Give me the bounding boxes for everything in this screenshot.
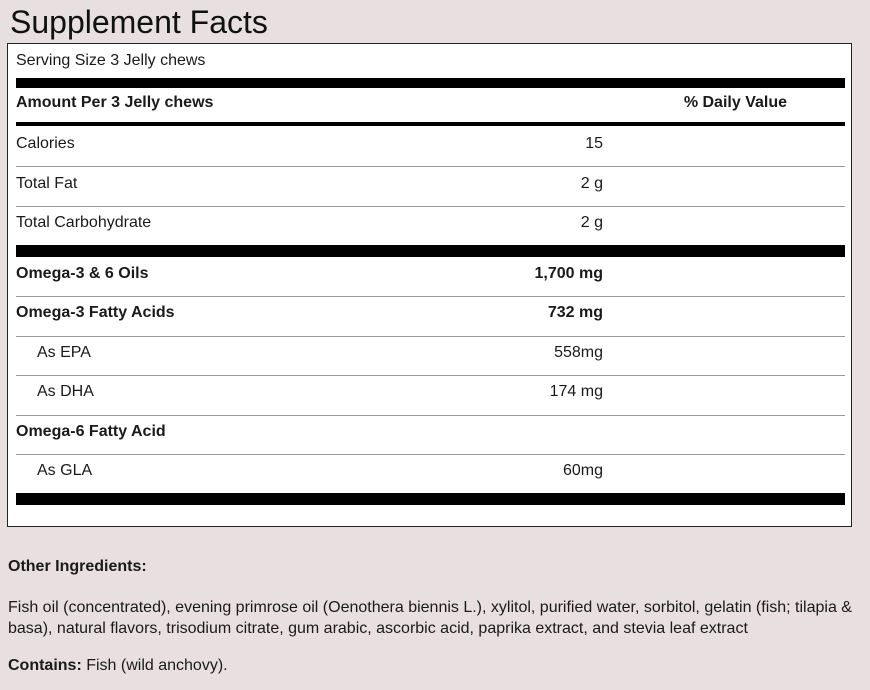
nutrient-amount: 15 [585,135,603,152]
serving-size: Serving Size 3 Jelly chews [16,52,206,69]
nutrient-label: As GLA [37,462,93,479]
contains-statement [8,657,228,675]
nutrient-label: Omega-3 & 6 Oils [16,265,149,282]
nutrient-amount: 2 g [580,175,603,192]
table-row [16,414,845,454]
nutrient-label: As DHA [37,383,94,400]
other-ingredients-heading: Other Ingredients: [8,558,147,575]
table-row [16,335,845,375]
nutrient-amount: 1,700 mg [534,265,603,282]
table-row [16,256,845,296]
daily-value-header: % Daily Value [683,94,787,111]
nutrient-amount: 174 mg [549,383,603,400]
nutrient-label: Omega-6 Fatty Acid [16,423,166,440]
page-title: Supplement Facts [10,4,268,40]
table-row [16,453,845,493]
nutrient-label: As EPA [37,344,91,361]
table-row [16,166,845,206]
nutrient-amount: 558mg [554,344,603,361]
amount-per-header: Amount Per 3 Jelly chews [16,94,214,111]
table-row [16,295,845,335]
nutrient-label: Calories [16,135,75,152]
table-row [16,205,845,245]
nutrient-amount: 2 g [580,214,603,231]
table-row [16,126,845,166]
other-ingredients-text: Fish oil (concentrated), evening primrose oil (Oenothera biennis L.), xylitol, purified water, sorbitol, gelatin (fish; tilapia & basa), natural flavors, trisodium citrate, gum arabic, ascorbic acid, paprika extract, and stevia leaf extract [8,599,852,637]
nutrient-label: Total Fat [16,175,78,192]
nutrient-label: Total Carbohydrate [16,214,152,231]
thick-divider [16,78,845,88]
nutrient-label: Omega-3 Fatty Acids [16,304,175,321]
table-row [16,374,845,414]
contains-text: Fish (wild anchovy). [81,657,228,674]
contains-label: Contains: [8,657,82,674]
supplement-facts-panel [7,43,852,527]
nutrient-amount: 60mg [562,462,603,479]
nutrient-amount: 732 mg [547,304,603,321]
thick-divider [16,493,845,505]
